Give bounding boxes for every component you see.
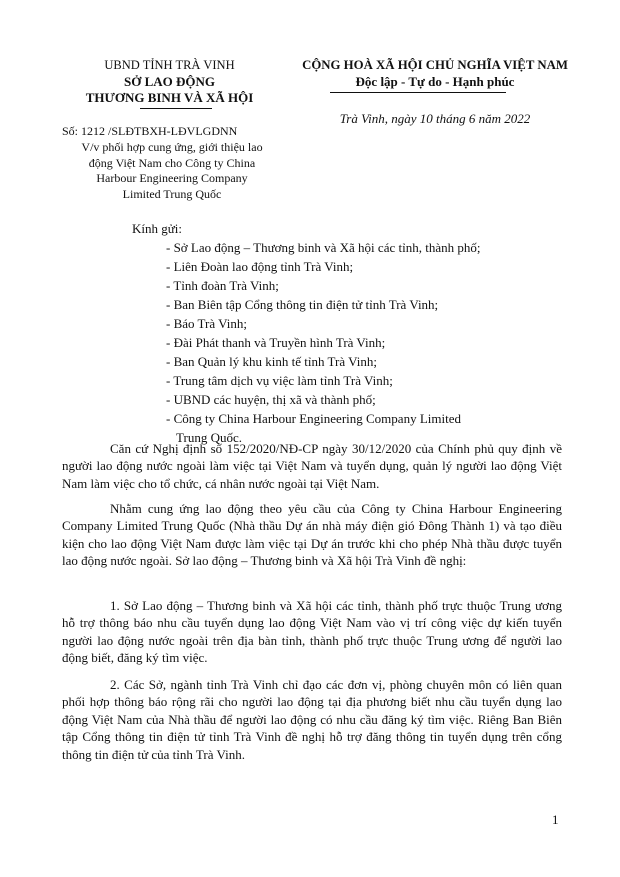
body-paragraph: Căn cứ Nghị định số 152/2020/NĐ-CP ngày 30/12/2020 của Chính phủ quy định về người lao động nước ngoài làm việc tại Việt Nam và tuyển dụng, quản lý người lao động Việt Nam làm việc cho tổ chức, cá nhân nước ngoài tại Việt Nam. [62,441,562,491]
recipient-item: - Trung tâm dịch vụ việc làm tỉnh Trà Vinh; [166,373,393,388]
recipient-item: - UBND các huyện, thị xã và thành phố; [166,392,376,407]
agency-name-line1: SỞ LAO ĐỘNG [123,74,215,89]
document-reference-number: Số: 1212 /SLĐTBXH-LĐVLGDNN [62,124,238,138]
page-number: 1 [552,812,559,827]
agency-underline [140,108,212,109]
agency-parent: UBND TỈNH TRÀ VINH [104,58,235,72]
recipient-item: Trung Quốc. [176,430,242,445]
body-paragraph: Nhằm cung ứng lao động theo yêu cầu của Công ty China Harbour Engineering Company Limited Trung Quốc (Nhà thầu Dự án nhà máy điện gió Đông Thành 1) và tạo điều kiện cho lao động Việt Nam được làm việc tại Dự án trước khi cho phép Nhà thầu được tuyển lao động nước ngoài. Sở lao động – Thương binh và Xã hội Trà Vinh đề nghị: [62,501,562,569]
greeting: Kính gửi: [132,221,183,236]
national-title: CỘNG HOÀ XÃ HỘI CHỦ NGHĨA VIỆT NAM [302,58,568,72]
agency-name-line2: THƯƠNG BINH VÀ XÃ HỘI [85,90,254,105]
recipient-item: - Sở Lao động – Thương binh và Xã hội các tỉnh, thành phố; [166,240,481,255]
recipient-item: - Đài Phát thanh và Truyền hình Trà Vinh; [166,335,386,350]
document-subject [62,140,282,202]
recipient-item: - Liên Đoàn lao động tỉnh Trà Vinh; [166,259,354,274]
document-date: Trà Vinh, ngày 10 tháng 6 năm 2022 [339,111,531,126]
subject-line: động Việt Nam cho Công ty China [88,155,256,170]
recipient-item: - Ban Quản lý khu kinh tế tỉnh Trà Vinh; [166,354,377,369]
recipient-item: - Tỉnh đoàn Trà Vinh; [166,278,279,293]
recipient-item: - Ban Biên tập Cổng thông tin điện tử tỉnh Trà Vinh; [166,297,439,312]
subject-line: Limited Trung Quốc [122,186,222,201]
recipient-item: - Công ty China Harbour Engineering Company Limited [166,411,461,426]
recipient-list [166,238,566,447]
recipient-item: - Báo Trà Vinh; [166,316,247,331]
body-paragraph: 1. Sở Lao động – Thương binh và Xã hội các tỉnh, thành phố trực thuộc Trung ương hỗ trợ thông báo nhu cầu tuyển dụng lao động Việt Nam vào vị trí công việc dự kiến tuyển người lao động nước ngoài trên địa bàn tỉnh, thành phố trực thuộc Trung ương để người lao động biết, đăng ký tìm việc. [62,598,562,666]
national-motto: Độc lập - Tự do - Hạnh phúc [355,74,515,89]
subject-line: V/v phối hợp cung ứng, giới thiệu lao [81,140,263,154]
subject-line: Harbour Engineering Company [96,171,248,185]
motto-underline [330,92,506,93]
body-paragraph: 2. Các Sở, ngành tỉnh Trà Vinh chỉ đạo các đơn vị, phòng chuyên môn có liên quan phối hợp thông báo rộng rãi cho người lao động tại địa phương biết nhu cầu tuyển dụng lao động Việt Nam của Nhà thầu để người lao động có nhu cầu đăng ký tìm việc. Riêng Ban Biên tập Cổng thông tin điện tử tỉnh Trà Vinh đề nghị hỗ trợ đăng thông tin tuyển dụng trên cổng thông tin điện tử của tỉnh Trà Vinh. [62,677,562,762]
